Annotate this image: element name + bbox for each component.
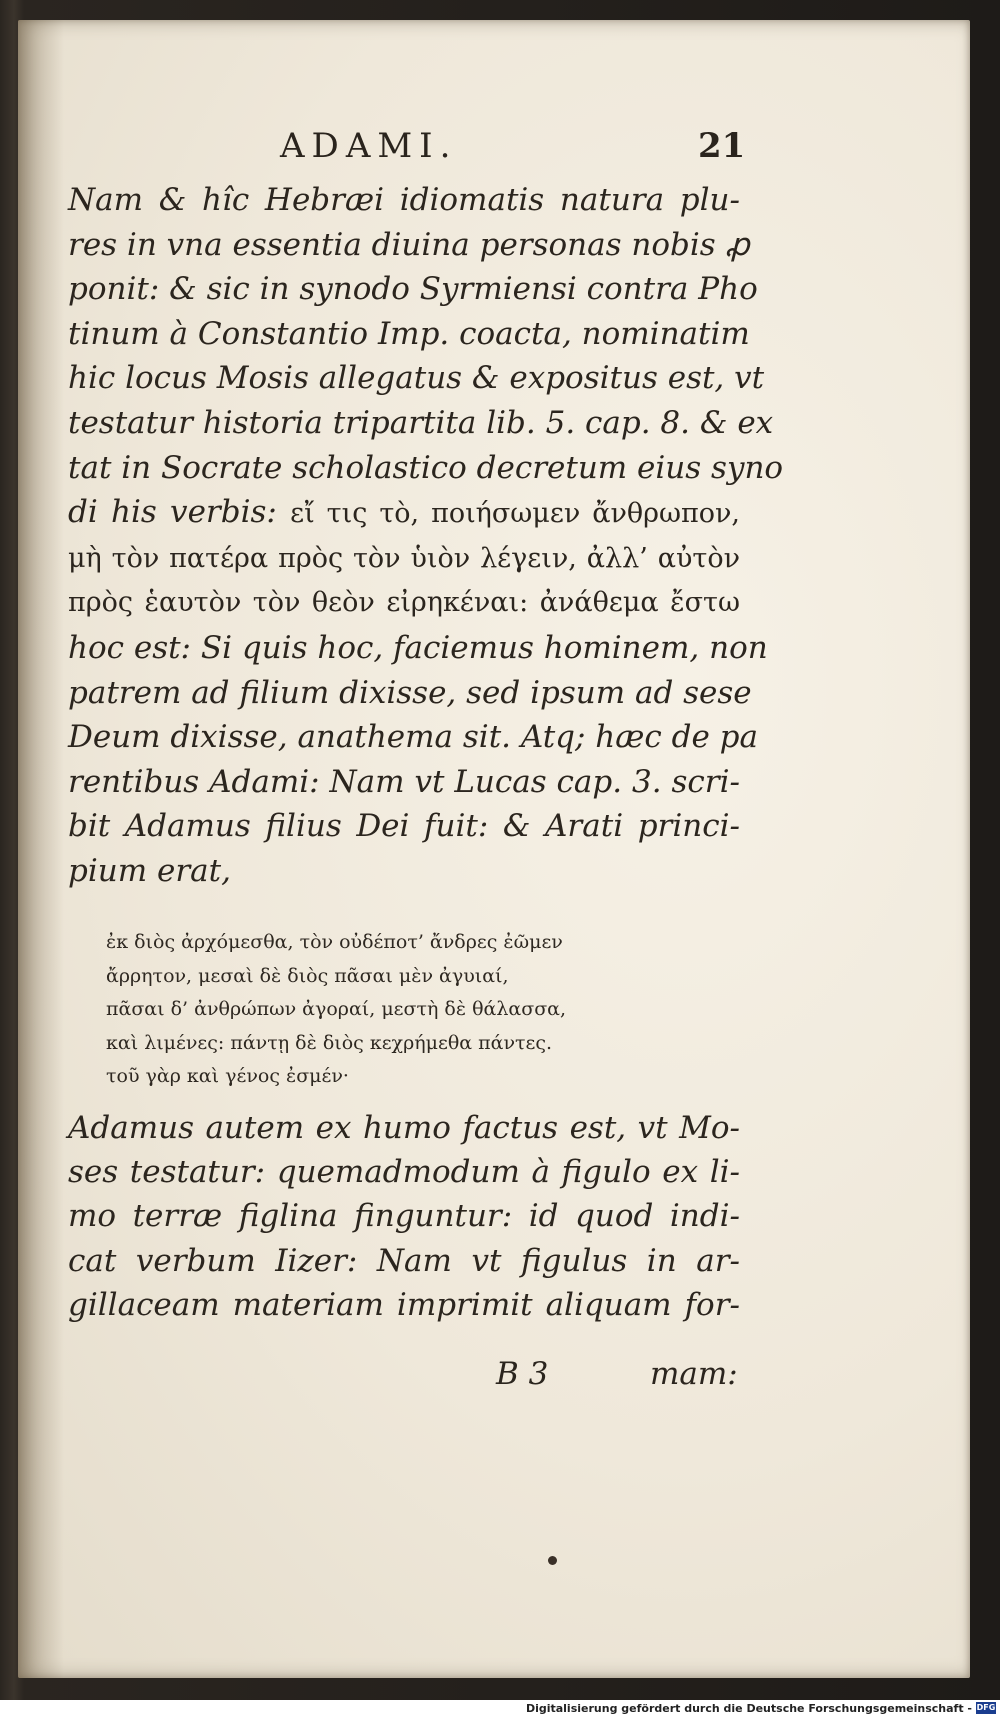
binding-gutter: [18, 20, 64, 1678]
greek-line: πρὸς ἑαυτὸν τὸν θεὸν εἰρηκέναι: ἀνάθεμα ἔστω: [68, 587, 740, 619]
footer-bar: [0, 1700, 1000, 1718]
text-line: hoc est: Si quis hoc, faciemus hominem, non: [68, 629, 768, 666]
catchword: mam:: [650, 1356, 738, 1392]
text-line: cat verbum Iizer: Nam vt figulus in ar-: [68, 1242, 740, 1279]
book-page: [18, 20, 970, 1678]
greek-line: μὴ τὸν πατέρα πρὸς τὸν ὑιὸν λέγειν, ἀλλ’ αὐτὸν: [68, 542, 740, 574]
text-line: tat in Socrate scholastico decretum eius syno: [68, 449, 784, 486]
text-line: testatur historia tripartita lib. 5. cap. 8. & ex: [68, 404, 774, 441]
text-line: gillaceam materiam imprimit aliquam for-: [68, 1286, 740, 1323]
page-number: 21: [698, 126, 746, 166]
verse-line: καὶ λιμένες: πάντῃ δὲ διὸς κεχρήμεθα πάντες.: [106, 1031, 553, 1054]
text-line: rentibus Adami: Nam vt Lucas cap. 3. scri-: [68, 763, 740, 800]
verse-line: ἄρρητον, μεσαὶ δὲ διὸς πᾶσαι μὲν ἀγυιαί,: [106, 964, 509, 987]
dfg-logo: DFG: [976, 1703, 996, 1712]
ink-spot: [548, 1556, 557, 1565]
text-line: pium erat,: [68, 852, 231, 889]
text-line: tinum à Constantio Imp. coacta, nominatim: [68, 315, 750, 352]
funding-credit: Digitalisierung gefördert durch die Deutsche Forschungsgemeinschaft -: [525, 1702, 972, 1715]
text-line: hic locus Mosis allegatus & expositus est, vt: [68, 360, 765, 397]
greek-verse-quotation: [106, 926, 626, 1094]
text-line: Adamus autem ex humo factus est, vt Mo-: [68, 1110, 740, 1146]
text-line: ponit: & sic in synodo Syrmiensi contra Pho: [68, 271, 758, 308]
running-head: ADAMI.: [280, 126, 458, 166]
paragraph-1: [68, 178, 784, 894]
verse-line: ἐκ διὸς ἀρχόμεσθα, τὸν οὐδέποτ’ ἄνδρες ἐῶμεν: [106, 931, 563, 953]
text-line-with-greek: [68, 490, 740, 537]
text-line: res in vna essentia diuina personas nobis ꝓ: [68, 226, 750, 263]
text-line: mo terræ figlina finguntur: id quod indi-: [68, 1198, 740, 1235]
text-segment: di his verbis:: [68, 494, 277, 531]
greek-inline-quote: εἴ τις τὸ, ποιήσωμεν ἄνθρωπον,: [290, 498, 741, 530]
verse-line: πᾶσαι δ’ ἀνθρώπων ἀγοραί, μεστὴ δὲ θάλασσα,: [106, 998, 567, 1020]
text-line: bit Adamus filius Dei fuit: & Arati princi-: [68, 808, 740, 845]
text-line: Nam & hîc Hebræi idiomatis natura plu-: [68, 182, 740, 218]
paragraph-2: [68, 1106, 740, 1327]
text-line: patrem ad filium dixisse, sed ipsum ad sese: [68, 674, 752, 711]
text-line: Deum dixisse, anathema sit. Atq; hæc de pa: [68, 719, 758, 756]
signature-mark: B 3: [496, 1356, 549, 1392]
verse-line: τοῦ γὰρ καὶ γένος ἐσμέν·: [106, 1065, 349, 1087]
text-line: ses testatur: quemadmodum à figulo ex li-: [68, 1154, 740, 1191]
